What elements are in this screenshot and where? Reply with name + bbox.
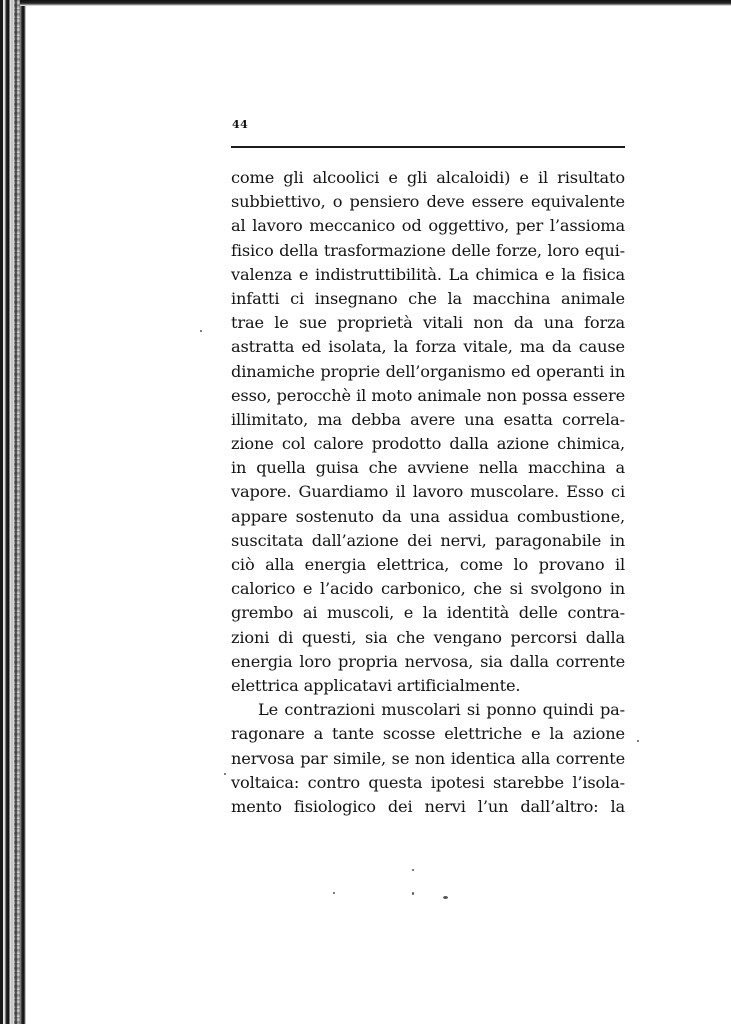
- scan-speck: [200, 330, 202, 332]
- text-line: energia loro propria nervosa, sia dalla corrente: [231, 651, 625, 671]
- scan-speck: [412, 892, 414, 895]
- text-line: suscitata dall’azione dei nervi, paragonabile in: [231, 530, 625, 550]
- text-line: zione col calore prodotto dalla azione chimica,: [231, 434, 625, 454]
- scan-speck: [224, 773, 226, 775]
- paragraph-1: [231, 166, 625, 698]
- text-line: voltaica: contro questa ipotesi starebbe l’isola-: [231, 772, 625, 792]
- scan-speck: [443, 896, 448, 899]
- text-line: esso, perocchè il moto animale non possa essere: [231, 385, 625, 405]
- text-line: Le contrazioni muscolari si ponno quindi pa-: [258, 700, 625, 720]
- scan-speck: [333, 892, 335, 894]
- text-line: valenza e indistruttibilità. La chimica e la fisica: [231, 264, 625, 284]
- text-line: in quella guisa che avviene nella macchina a: [231, 458, 625, 478]
- text-line: ciò alla energia elettrica, come lo provano il: [231, 555, 625, 574]
- book-binding-edge: [0, 0, 28, 1024]
- body-text: [231, 166, 625, 819]
- text-line: fisico della trasformazione delle forze, loro equi-: [231, 240, 625, 260]
- header-rule: [231, 146, 625, 148]
- text-line: appare sostenuto da una assidua combustione,: [231, 506, 625, 526]
- text-line: illimitato, ma debba avere una esatta correla-: [231, 409, 625, 429]
- text-line: dinamiche proprie dell’organismo ed operanti in: [231, 361, 625, 381]
- text-line: come gli alcoolici e gli alcaloidi) e il risultato: [231, 168, 625, 187]
- text-line: grembo ai muscoli, e la identità delle contra-: [231, 603, 625, 623]
- text-line: trae le sue proprietà vitali non da una forza: [231, 313, 625, 333]
- text-line: astratta ed isolata, la forza vitale, ma da cause: [231, 337, 625, 357]
- text-line: zioni di questi, sia che vengano percorsi dalla: [231, 627, 625, 647]
- scan-top-edge: [20, 0, 731, 6]
- text-line: infatti ci insegnano che la macchina animale: [231, 288, 625, 308]
- text-line: nervosa par simile, se non identica alla corrente: [231, 748, 625, 768]
- text-line: elettrica applicatavi artificialmente.: [231, 675, 521, 695]
- text-line: vapore. Guardiamo il lavoro muscolare. Esso ci: [231, 482, 625, 502]
- text-line: mento fisiologico dei nervi l’un dall’altro: la: [231, 796, 625, 816]
- paragraph-2: [231, 698, 625, 819]
- text-line: ragonare a tante scosse elettriche e la azione: [231, 724, 625, 744]
- text-line: al lavoro meccanico od oggettivo, per l’assioma: [231, 216, 625, 236]
- scan-speck: [637, 740, 639, 742]
- scan-speck: [412, 869, 414, 871]
- text-line: subbiettivo, o pensiero deve essere equivalente: [231, 192, 625, 212]
- text-line: calorico e l’acido carbonico, che si svolgono in: [231, 579, 625, 599]
- page-number: 44: [232, 118, 249, 131]
